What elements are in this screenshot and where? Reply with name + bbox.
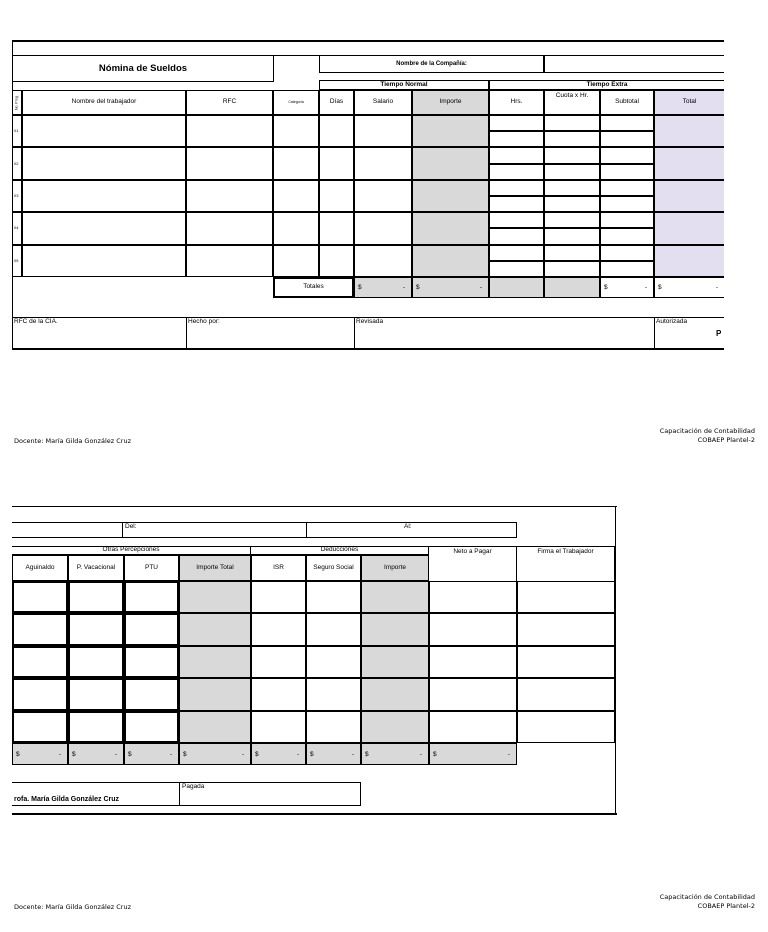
table-body [12, 115, 724, 277]
cell-aguinaldo[interactable] [12, 646, 68, 678]
total-value: - [479, 284, 482, 291]
total-value: - [296, 750, 299, 758]
cell-subtotal[interactable] [600, 147, 654, 163]
footer-right-1 [660, 427, 755, 445]
cell-isr[interactable] [251, 711, 306, 743]
cell-importe_total[interactable] [179, 678, 251, 710]
total-value: - [241, 750, 244, 758]
cell-cuota[interactable] [544, 212, 600, 228]
company-label: Nombre de la Compañía: [319, 55, 544, 73]
cell-seguro[interactable] [306, 711, 361, 743]
cell-cuota[interactable] [544, 228, 600, 244]
cell-neto[interactable] [429, 613, 517, 645]
totals-row [12, 743, 517, 765]
cell-salario[interactable] [354, 147, 412, 179]
footer-right-2 [660, 893, 755, 911]
total-aguinaldo [12, 743, 68, 765]
cell-isr[interactable] [251, 678, 306, 710]
header-cuota: Cuota x Hr. [544, 90, 600, 115]
cell-total[interactable] [654, 212, 724, 244]
cell-salario[interactable] [354, 245, 412, 277]
cell-vacacional[interactable] [68, 613, 124, 645]
cell-seguro[interactable] [306, 646, 361, 678]
cell-subtotal[interactable] [600, 261, 654, 277]
header-ptu: PTU [124, 555, 179, 581]
total-total [654, 277, 724, 298]
cell-dias[interactable] [319, 245, 354, 277]
cell-rfc[interactable] [186, 245, 273, 277]
header-num: No. Prog. [12, 90, 22, 115]
total-importe [412, 277, 489, 298]
cell-hrs[interactable] [489, 196, 544, 212]
firma-header: Firma el Trabajador [517, 546, 615, 581]
cell-aguinaldo[interactable] [12, 711, 68, 743]
cell-importe[interactable] [412, 180, 489, 212]
header-categoria: Categoría [273, 90, 319, 115]
cut-text: P [716, 329, 722, 338]
cell-name[interactable] [22, 147, 186, 179]
cell-name[interactable] [22, 245, 186, 277]
cell-name[interactable] [22, 180, 186, 212]
cell-hrs[interactable] [489, 245, 544, 261]
cell-firma[interactable] [517, 711, 615, 743]
section-tiempo-extra: Tiempo Extra [489, 80, 724, 90]
cell-cuota[interactable] [544, 131, 600, 147]
total-value: - [507, 750, 510, 758]
row-number: 05 [12, 245, 22, 277]
cell-name[interactable] [22, 212, 186, 244]
page-title: Nómina de Sueldos [12, 55, 274, 82]
cell-hrs[interactable] [489, 131, 544, 147]
currency-sign: $ [658, 284, 662, 291]
cell-ptu[interactable] [124, 711, 179, 743]
total-value: - [402, 284, 405, 291]
cell-dias[interactable] [319, 147, 354, 179]
total-value: - [114, 750, 117, 758]
cell-cuota[interactable] [544, 180, 600, 196]
cell-importe_total[interactable] [179, 613, 251, 645]
sign-rfc-label: RFC de la CIA. [14, 318, 58, 325]
cell-rfc[interactable] [186, 147, 273, 179]
currency-sign: $ [183, 750, 187, 758]
header-isr: ISR [251, 555, 306, 581]
section-deducciones: Deducciones [251, 546, 429, 555]
currency-sign: $ [255, 750, 259, 758]
total-vacacional [68, 743, 124, 765]
cell-ptu[interactable] [124, 613, 179, 645]
del-label: Del: [122, 522, 137, 538]
cell-importe[interactable] [361, 581, 429, 613]
cell-subtotal[interactable] [600, 180, 654, 196]
totales-label: Totales [273, 277, 354, 298]
cell-total[interactable] [654, 180, 724, 212]
section-otras-percepciones: Otras Percepciones [12, 546, 251, 555]
total-importe [361, 743, 429, 765]
cell-vacacional[interactable] [68, 678, 124, 710]
currency-sign: $ [16, 750, 20, 758]
cell-subtotal[interactable] [600, 115, 654, 131]
al-label: Al: [404, 523, 412, 530]
cell-salario[interactable] [354, 180, 412, 212]
cell-cuota[interactable] [544, 164, 600, 180]
currency-sign: $ [358, 284, 362, 291]
cell-hrs[interactable] [489, 180, 544, 196]
row-number: 04 [12, 212, 22, 244]
cell-seguro[interactable] [306, 581, 361, 613]
total-neto [429, 743, 517, 765]
cell-hrs[interactable] [489, 164, 544, 180]
sign-autorizada-label: Autorizada [656, 318, 688, 325]
header-rfc: RFC [186, 90, 273, 115]
cell-total[interactable] [654, 245, 724, 277]
cell-dias[interactable] [319, 115, 354, 147]
cell-importe[interactable] [361, 711, 429, 743]
footer-course-name: Capacitación de Contabilidad [659, 427, 755, 435]
currency-sign: $ [72, 750, 76, 758]
header-vacacional: P. Vacacional [68, 555, 124, 581]
cell-vacacional[interactable] [68, 581, 124, 613]
footer-docente-2: Docente: María Gilda González Cruz [14, 903, 131, 911]
cell-subtotal[interactable] [600, 164, 654, 180]
cell-subtotal[interactable] [600, 245, 654, 261]
cell-aguinaldo[interactable] [12, 581, 68, 613]
cell-hrs[interactable] [489, 212, 544, 228]
cell-importe[interactable] [361, 646, 429, 678]
cell-importe[interactable] [412, 147, 489, 179]
cell-ptu[interactable] [124, 678, 179, 710]
table-header [12, 90, 724, 115]
cell-salario[interactable] [354, 115, 412, 147]
currency-sign: $ [365, 750, 369, 758]
company-field[interactable] [544, 55, 724, 73]
footer-course-name: Capacitación de Contabilidad [659, 893, 755, 901]
cell-hrs[interactable] [489, 261, 544, 277]
total-salario [354, 277, 412, 298]
cell-subtotal[interactable] [600, 196, 654, 212]
total-value: - [351, 750, 354, 758]
cell-importe_total[interactable] [179, 581, 251, 613]
cell-dias[interactable] [319, 180, 354, 212]
total-subtotal [600, 277, 654, 298]
cell-aguinaldo[interactable] [12, 678, 68, 710]
cell-firma[interactable] [517, 678, 615, 710]
cell-firma[interactable] [517, 613, 615, 645]
cell-categoria[interactable] [273, 180, 319, 212]
cell-neto[interactable] [429, 678, 517, 710]
cell-rfc[interactable] [186, 180, 273, 212]
table-header [12, 555, 429, 581]
currency-sign: $ [433, 750, 437, 758]
total-importe_total [179, 743, 251, 765]
cell-name[interactable] [22, 115, 186, 147]
total-value: - [419, 750, 422, 758]
header-name: Nombre del trabajador [22, 90, 186, 115]
total-cuota [544, 277, 600, 298]
cell-cuota[interactable] [544, 196, 600, 212]
cell-vacacional[interactable] [68, 646, 124, 678]
cell-firma[interactable] [517, 646, 615, 678]
cell-cuota[interactable] [544, 245, 600, 261]
cell-salario[interactable] [354, 212, 412, 244]
cell-categoria[interactable] [273, 245, 319, 277]
cell-hrs[interactable] [489, 115, 544, 131]
row-number: 02 [12, 147, 22, 179]
cell-isr[interactable] [251, 581, 306, 613]
table-body [12, 581, 615, 743]
cell-firma[interactable] [517, 581, 615, 613]
total-value: - [644, 284, 647, 291]
cell-importe[interactable] [412, 245, 489, 277]
cell-neto[interactable] [429, 581, 517, 613]
header-salario: Salario [354, 90, 412, 115]
header-hrs: Hrs. [489, 90, 544, 115]
cell-cuota[interactable] [544, 261, 600, 277]
header-subtotal: Subtotal [600, 90, 654, 115]
cell-seguro[interactable] [306, 613, 361, 645]
cell-cuota[interactable] [544, 115, 600, 131]
footer-school-name: COBAEP Plantel-2 [697, 435, 755, 444]
cell-vacacional[interactable] [68, 711, 124, 743]
sign-hecho-label: Hecho por: [188, 318, 220, 325]
total-hrs [489, 277, 544, 298]
cell-aguinaldo[interactable] [12, 613, 68, 645]
cell-subtotal[interactable] [600, 212, 654, 228]
cell-total[interactable] [654, 115, 724, 147]
payroll-sheet-page-2 [12, 506, 617, 816]
cell-importe_total[interactable] [179, 646, 251, 678]
currency-sign: $ [310, 750, 314, 758]
header-seguro: Seguro Social [306, 555, 361, 581]
total-value: - [169, 750, 172, 758]
payroll-sheet-page-1 [12, 40, 724, 352]
cell-ptu[interactable] [124, 581, 179, 613]
currency-sign: $ [416, 284, 420, 291]
header-importe: Importe [361, 555, 429, 581]
header-importe_total: Importe Total [179, 555, 251, 581]
cell-isr[interactable] [251, 646, 306, 678]
cell-categoria[interactable] [273, 212, 319, 244]
total-value: - [715, 284, 718, 291]
cell-importe[interactable] [361, 613, 429, 645]
cell-hrs[interactable] [489, 228, 544, 244]
footer-docente-1: Docente: María Gilda González Cruz [14, 437, 131, 445]
neto-header: Neto a Pagar [429, 546, 517, 581]
header-dias: Días [319, 90, 354, 115]
cell-categoria[interactable] [273, 115, 319, 147]
cell-total[interactable] [654, 147, 724, 179]
cell-neto[interactable] [429, 711, 517, 743]
currency-sign: $ [128, 750, 132, 758]
cell-neto[interactable] [429, 646, 517, 678]
header-aguinaldo: Aguinaldo [12, 555, 68, 581]
header-total: Total [654, 90, 724, 115]
cell-rfc[interactable] [186, 115, 273, 147]
cell-subtotal[interactable] [600, 131, 654, 147]
cell-importe[interactable] [412, 115, 489, 147]
cell-isr[interactable] [251, 613, 306, 645]
row-number: 03 [12, 180, 22, 212]
cell-subtotal[interactable] [600, 228, 654, 244]
cell-seguro[interactable] [306, 678, 361, 710]
cell-hrs[interactable] [489, 147, 544, 163]
cell-rfc[interactable] [186, 212, 273, 244]
pagada-label: Pagada [179, 782, 204, 806]
header-importe: Importe [412, 90, 489, 115]
sign-revisada-label: Revisada [356, 318, 384, 325]
currency-sign: $ [604, 284, 608, 291]
section-tiempo-normal: Tiempo Normal [319, 80, 489, 90]
profa-name: rofa. María Gilda González Cruz [14, 796, 120, 803]
total-ptu [124, 743, 179, 765]
cell-cuota[interactable] [544, 147, 600, 163]
cell-ptu[interactable] [124, 646, 179, 678]
cell-importe[interactable] [361, 678, 429, 710]
cell-importe_total[interactable] [179, 711, 251, 743]
total-seguro [306, 743, 361, 765]
total-value: - [58, 750, 61, 758]
footer-school-name: COBAEP Plantel-2 [697, 901, 755, 910]
cell-dias[interactable] [319, 212, 354, 244]
totals-row [12, 277, 724, 298]
cell-categoria[interactable] [273, 147, 319, 179]
row-number: 01 [12, 115, 22, 147]
total-isr [251, 743, 306, 765]
cell-importe[interactable] [412, 212, 489, 244]
